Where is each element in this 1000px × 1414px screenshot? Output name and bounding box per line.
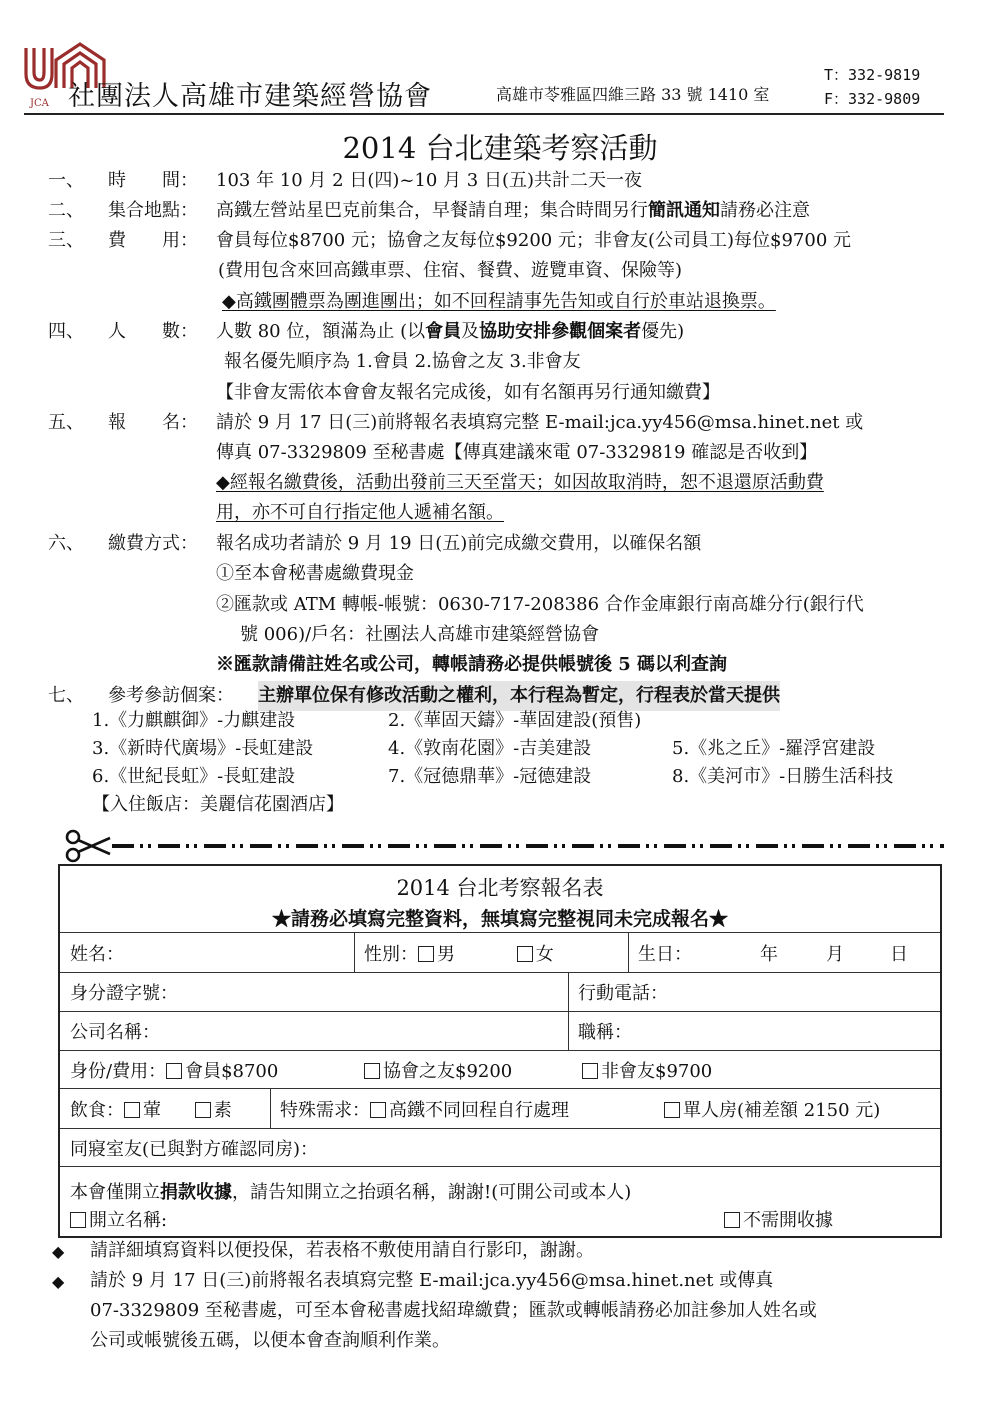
section-text: 請於 9 月 17 日(三)前將報名表填寫完整 E-mail:jca.yy456@msa.hinet.net 或 — [216, 412, 864, 433]
case-item: 2.《華固天鑄》-華固建設(預售) — [388, 710, 642, 731]
form-divider — [354, 932, 355, 972]
section-text: 報名成功者請於 9 月 19 日(五)前完成繳交費用，以確保名額 — [216, 533, 702, 554]
fee-nonmember-field — [582, 1057, 712, 1083]
special-single-checkbox[interactable] — [664, 1102, 680, 1118]
section-text: ※匯款請備註姓名或公司，轉帳請務必提供帳號後 5 碼以利查詢 — [216, 654, 728, 675]
diet-veg-label: 素 — [213, 1100, 232, 1121]
text-part: 本會僅開立 — [70, 1182, 160, 1203]
special-single-field — [664, 1096, 880, 1122]
fee-field — [70, 1057, 278, 1083]
section-number: 六、 — [48, 533, 84, 554]
text-part: 請務必注意 — [720, 200, 810, 221]
note-2-line1: 請於 9 月 17 日(三)前將報名表填寫完整 E-mail:jca.yy456@msa.hinet.net 或傳真 — [90, 1270, 774, 1291]
section-text: (費用包含來回高鐵車票、住宿、餐費、遊覽車資、保險等) — [218, 260, 683, 281]
section-text: ②匯款或 ATM 轉帳-帳號：0630-717-208386 合作金庫銀行南高雄分行(銀行代 — [216, 594, 864, 615]
text-part: 優先) — [641, 321, 685, 342]
cut-line — [112, 844, 944, 848]
receipt-note — [70, 1178, 631, 1204]
scissors-icon — [64, 828, 112, 864]
section-label: 人 數： — [108, 321, 198, 342]
special-hsr-label: 高鐵不同回程自行處理 — [389, 1100, 569, 1121]
section-number: 一、 — [48, 170, 84, 191]
fee-nonmember-label: 非會友$9700 — [601, 1061, 713, 1082]
female-checkbox[interactable] — [517, 946, 533, 962]
company-label: 公司名稱： — [70, 1022, 160, 1043]
form-divider — [60, 972, 940, 973]
text-bold: 簡訊通知 — [648, 200, 720, 221]
section-label: 費 用： — [108, 230, 198, 251]
text-bold: 捐款收據 — [160, 1182, 232, 1203]
note-2-line3: 公司或帳號後五碼，以便本會查詢順利作業。 — [90, 1330, 450, 1351]
case-item: 3.《新時代廣場》-長虹建設 — [92, 738, 314, 759]
case-item: 6.《世紀長虹》-長虹建設 — [92, 766, 296, 787]
section-text: 會員每位$8700 元；協會之友每位$9200 元；非會友(公司員工)每位$9700 元 — [216, 230, 851, 251]
fee-nonmember-checkbox[interactable] — [582, 1063, 598, 1079]
section-label: 時 間： — [108, 170, 198, 191]
diet-meat-checkbox[interactable] — [124, 1102, 140, 1118]
receipt-title-field — [70, 1206, 167, 1232]
special-hsr-checkbox[interactable] — [370, 1102, 386, 1118]
form-divider — [60, 1011, 940, 1012]
form-divider — [60, 1166, 940, 1167]
year-label: 年 — [760, 944, 778, 965]
fee-friend-checkbox[interactable] — [364, 1063, 380, 1079]
text-bold: 會員 — [425, 321, 462, 342]
case-item: 4.《敦南花園》-吉美建設 — [388, 738, 592, 759]
receipt-none-label: 不需開收據 — [743, 1210, 833, 1231]
birth-label: 生日： — [638, 944, 692, 965]
section-text: ◆經報名繳費後，活動出發前三天至當天；如因故取消時，恕不退還原活動費 — [216, 472, 824, 493]
bullet-diamond-icon: ◆ — [52, 1242, 65, 1261]
form-divider — [60, 1088, 940, 1089]
text-part: 高鐵左營站星巴克前集合，早餐請自理；集合時間另行 — [216, 200, 648, 221]
hotel-info: 【入住飯店：美麗信花園酒店】 — [92, 794, 344, 815]
section-text: 【非會友需依本會會友報名完成後，如有名額再另行通知繳費】 — [216, 382, 720, 403]
diet-meat-label: 葷 — [143, 1100, 161, 1121]
day-label: 日 — [890, 944, 908, 965]
fee-member-label: 會員$8700 — [185, 1061, 279, 1082]
text-part: 人數 80 位，額滿為止 (以 — [216, 321, 426, 342]
special-single-label: 單人房(補差額 2150 元) — [683, 1100, 881, 1121]
receipt-none-field — [724, 1206, 833, 1232]
org-address: 高雄市苓雅區四維三路 33 號 1410 室 — [496, 85, 770, 104]
gender-label: 性別： — [364, 944, 418, 965]
note-1: 請詳細填寫資料以便投保，若表格不敷使用請自行影印，謝謝。 — [90, 1240, 594, 1261]
fee-label: 身份/費用： — [70, 1061, 167, 1082]
diet-veg-checkbox[interactable] — [195, 1102, 211, 1118]
special-label: 特殊需求： — [280, 1100, 370, 1121]
case-item: 1.《力麒麒御》-力麒建設 — [92, 710, 296, 731]
case-item: 5.《兆之丘》-羅浮宮建設 — [672, 738, 876, 759]
fee-friend-field — [364, 1057, 512, 1083]
fee-member-checkbox[interactable] — [166, 1063, 182, 1079]
registration-form — [58, 864, 942, 1238]
gender-field — [364, 940, 554, 966]
jobtitle-label: 職稱： — [578, 1022, 632, 1043]
case-item: 7.《冠德鼎華》-冠德建設 — [388, 766, 592, 787]
name-label: 姓名： — [70, 944, 124, 965]
form-divider — [270, 1088, 271, 1128]
section-text — [216, 196, 810, 226]
section-number: 四、 — [48, 321, 84, 342]
section-text: 103 年 10 月 2 日(四)~10 月 3 日(五)共計二天一夜 — [216, 170, 643, 191]
roommate-label: 同寢室友(已與對方確認同房)： — [70, 1139, 319, 1160]
org-name: 社團法人高雄市建築經營協會 — [68, 81, 432, 112]
section-number: 七、 — [48, 685, 84, 706]
section-text: 號 006)/戶名：社團法人高雄市建築經營協會 — [240, 624, 600, 645]
svg-text:JCA: JCA — [30, 98, 49, 109]
page-title: 2014 台北建築考察活動 — [342, 131, 658, 165]
org-tel: T：332-9819 — [824, 66, 921, 84]
form-divider — [60, 932, 940, 933]
text-bold: 協助安排參觀個案者 — [479, 321, 642, 342]
diet-field — [70, 1096, 232, 1122]
form-subtitle: ★請務必填寫完整資料，無填寫完整視同未完成報名★ — [271, 908, 728, 930]
female-label: 女 — [535, 944, 554, 965]
id-label: 身分證字號： — [70, 983, 178, 1004]
section-text: 報名優先順序為 1.會員 2.協會之友 3.非會友 — [224, 351, 581, 372]
section-text: 用，亦不可自行指定他人遞補名額。 — [216, 502, 504, 523]
form-title: 2014 台北考察報名表 — [396, 876, 604, 900]
text-part: ，請告知開立之抬頭名稱，謝謝!(可開公司或本人) — [232, 1182, 632, 1203]
section-text — [216, 317, 684, 347]
section-label: 集合地點： — [108, 200, 198, 221]
form-divider — [628, 932, 629, 972]
org-fax: F：332-9809 — [824, 90, 921, 108]
receipt-title-checkbox[interactable] — [70, 1212, 86, 1228]
note-2-line2: 07-3329809 至秘書處，可至本會秘書處找紹瑋繳費；匯款或轉帳請務必加註參加人姓名或 — [90, 1300, 817, 1321]
section-label: 繳費方式： — [108, 533, 198, 554]
section-text: 傳真 07-3329809 至秘書處【傳真建議來電 07-3329819 確認是否收到】 — [216, 442, 818, 463]
section-label: 參考參訪個案： — [108, 685, 234, 706]
section-highlight: 主辦單位保有修改活動之權利，本行程為暫定，行程表於當天提供 — [258, 681, 780, 711]
month-label: 月 — [826, 944, 844, 965]
special-field — [280, 1096, 569, 1122]
section-number: 三、 — [48, 230, 84, 251]
receipt-title-label: 開立名稱: — [89, 1210, 168, 1231]
section-label: 報 名： — [108, 412, 198, 433]
text-part: 及 — [461, 321, 480, 342]
bullet-diamond-icon: ◆ — [52, 1272, 65, 1291]
section-text: ◆高鐵團體票為團進團出；如不回程請事先告知或自行於車站退換票。 — [222, 291, 776, 312]
male-checkbox[interactable] — [418, 946, 434, 962]
diet-label: 飲食： — [70, 1100, 124, 1121]
section-number: 二、 — [48, 200, 84, 221]
receipt-none-checkbox[interactable] — [724, 1212, 740, 1228]
case-item: 8.《美河市》-日勝生活科技 — [672, 766, 894, 787]
mobile-label: 行動電話： — [578, 983, 668, 1004]
section-number: 五、 — [48, 412, 84, 433]
form-divider — [60, 1050, 940, 1051]
male-label: 男 — [437, 944, 455, 965]
section-text: ①至本會秘書處繳費現金 — [216, 563, 414, 584]
form-divider — [60, 1128, 940, 1129]
fee-friend-label: 協會之友$9200 — [383, 1061, 513, 1082]
header-divider — [24, 113, 944, 115]
